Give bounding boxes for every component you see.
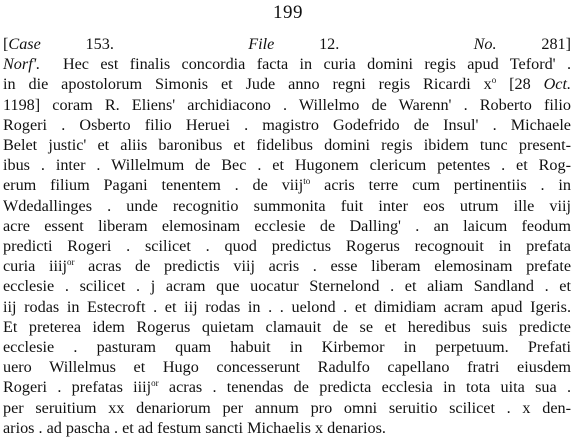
line-text: curia iiij bbox=[3, 257, 67, 276]
no-value: 281] bbox=[541, 35, 572, 53]
line-text-continued: acras de predictis viij acris . esse liberam elemosinam prefate bbox=[74, 257, 571, 276]
superscript: to bbox=[303, 176, 311, 187]
line-text: ibus . inter . Willelmum de Bec . et Hugonem clericum petentes . et Rog- bbox=[3, 156, 571, 175]
file-number: 12. bbox=[319, 35, 340, 53]
line-text: Rogeri . Osberto filio Heruei . magistro Godefrido de Insul' . Michaele bbox=[3, 115, 571, 134]
text-line bbox=[3, 236, 571, 256]
line-text: predicti Rogeri . scilicet . quod predictus Rogerus recognouit in prefata bbox=[3, 237, 571, 256]
superscript: or bbox=[151, 378, 159, 389]
date-month: Oct. bbox=[543, 75, 571, 94]
case-label: Case bbox=[8, 35, 41, 53]
line-text: in die apostolorum Simonis et Jude anno regni regis Ricardi x bbox=[3, 75, 492, 94]
superscript: or bbox=[67, 257, 75, 268]
line-text: Hec est finalis concordia facta in curia domini regis apud Teford' . bbox=[62, 55, 572, 74]
page-number: 199 bbox=[273, 2, 303, 23]
case-number: 153. bbox=[85, 35, 114, 53]
text-line bbox=[3, 175, 571, 195]
line-text: acre essent liberam elemosinam ecclesie de Dalling' . an laicum feodum bbox=[3, 216, 571, 235]
text-line bbox=[3, 317, 571, 337]
text-line bbox=[3, 216, 571, 236]
line-text: ecclesie . pasturam quam habuit in Kirbemor in perpetuum. Prefati bbox=[3, 338, 571, 357]
text-line bbox=[3, 155, 571, 175]
text-line bbox=[3, 196, 571, 216]
line-text: iij rodas in Estecroft . et iij rodas in . . uelond . et dimidiam acram apud Igeris. bbox=[3, 297, 571, 316]
line-text-continued: acras . tenendas de predicta ecclesia in tota uita sua . bbox=[158, 378, 571, 397]
text-line bbox=[3, 418, 571, 438]
line-text: uero Willelmus et Hugo concesserunt Radulfo capellano fratri eiusdem bbox=[3, 358, 571, 377]
line-text: arios . ad pascha . et ad festum sancti Michaelis x denarios. bbox=[3, 418, 386, 437]
line-text: Wdedallinges . unde recognitio summonita fuit inter eos utrum ille viij bbox=[3, 196, 571, 215]
text-line bbox=[3, 297, 571, 317]
text-line bbox=[3, 256, 571, 276]
line-text-continued: acris terre cum pertinentiis . in bbox=[310, 176, 571, 195]
text-lines bbox=[3, 54, 571, 438]
line-text: Et preterea idem Rogerus quietam clamauit de se et heredibus suis predicte bbox=[3, 317, 571, 336]
file-label: File bbox=[248, 35, 275, 53]
no-label: No. bbox=[473, 35, 497, 53]
charter-text bbox=[3, 34, 571, 438]
line-text: ecclesie . scilicet . j acram que uocatur Sternelond . et aliam Sandland . et bbox=[3, 277, 571, 296]
text-line bbox=[3, 135, 571, 155]
text-line bbox=[3, 398, 571, 418]
line-text: 1198] coram R. Eliens' archidiacono . Willelmo de Warenn' . Roberto filio bbox=[3, 95, 571, 114]
reference-line bbox=[3, 34, 571, 54]
text-line bbox=[3, 357, 571, 377]
line-text: Belet justic' et aliis baronibus et fidelibus domini regis ibidem tunc present- bbox=[3, 136, 571, 155]
text-line bbox=[3, 276, 571, 296]
line-text-continued: [28 bbox=[496, 75, 544, 94]
text-line bbox=[3, 115, 571, 135]
superscript: o bbox=[491, 75, 497, 86]
text-line bbox=[3, 95, 571, 115]
text-line bbox=[3, 74, 571, 94]
reference-open-bracket: [ bbox=[3, 35, 9, 53]
line-text: erum filium Pagani tenentem . de viij bbox=[3, 176, 304, 195]
county-label: Norf'. bbox=[3, 55, 41, 74]
text-line bbox=[3, 377, 571, 397]
text-line bbox=[3, 337, 571, 357]
text-line bbox=[3, 54, 571, 74]
line-text: per seruitium xx denariorum per annum pro omni seruitio scilicet . x den- bbox=[3, 398, 571, 417]
line-text: Rogeri . prefatas iiij bbox=[3, 378, 152, 397]
